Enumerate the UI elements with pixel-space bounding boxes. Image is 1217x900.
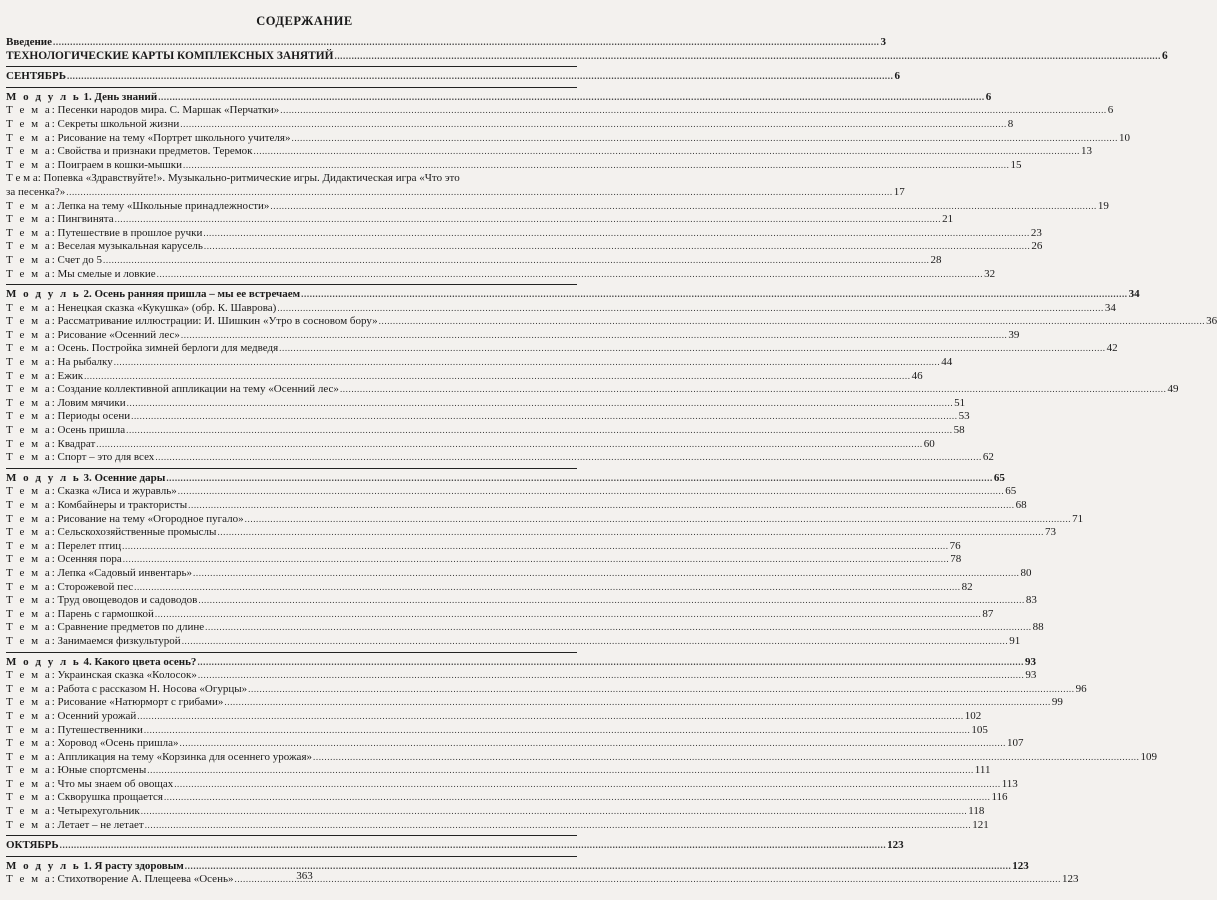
- toc-topic: Т е м а: Свойства и признаки предметов. Теремок ..... 13: [6, 145, 577, 159]
- table-of-contents: [6, 36, 1217, 887]
- divider: [6, 468, 577, 469]
- module-1-topics-cont: [6, 199, 1109, 282]
- toc-topic: Т е м а: Рисование «Натюрморт с грибами» ..... 99: [6, 696, 577, 710]
- toc-topic-long: Т е м а: Попевка «Здравствуйте!». Музыкально-ритмические игры. Дидактическая игра «Что это за песенка?» ..... 17: [6, 172, 577, 199]
- toc-topic: Т е м а: Занимаемся физкультурой ..... 91: [6, 635, 577, 649]
- toc-topic: Т е м а: Поиграем в кошки-мышки ..... 15: [6, 159, 577, 173]
- toc-topic: Т е м а: Комбайнеры и трактористы ..... 68: [6, 499, 577, 513]
- toc-topic: Т е м а: Рисование на тему «Портрет школьного учителя» ..... 10: [6, 132, 577, 146]
- module-4-topics: [6, 669, 1157, 832]
- toc-entry-intro: Введение ..... 3: [6, 36, 577, 50]
- toc-topic: Т е м а: Скворушка прощается ..... 116: [6, 791, 577, 805]
- toc-topic: Т е м а: Сравнение предметов по длине ..... 88: [6, 621, 577, 635]
- toc-topic: Т е м а: Создание коллективной аппликации на тему «Осенний лес» ..... 49: [6, 383, 577, 397]
- divider: [6, 652, 577, 653]
- toc-topic: Т е м а: Хоровод «Осень пришла» ..... 107: [6, 737, 577, 751]
- toc-entry-october: ОКТЯБРЬ ..... 123: [6, 839, 577, 853]
- toc-topic: Т е м а: Сторожевой пес ..... 82: [6, 581, 577, 595]
- toc-topic: Т е м а: Осенняя пора ..... 78: [6, 553, 577, 567]
- toc-topic: Т е м а: Лепка на тему «Школьные принадлежности» ..... 19: [6, 200, 577, 214]
- toc-entry-september: СЕНТЯБРЬ ..... 6: [6, 70, 577, 84]
- toc-topic: Т е м а: Ежик ..... 46: [6, 370, 577, 384]
- toc-topic: Т е м а: Мы смелые и ловкие ..... 32: [6, 268, 577, 282]
- module-1-topics: [6, 104, 1130, 172]
- toc-topic: Т е м а: Ненецкая сказка «Кукушка» (обр. К. Шаврова) ..... 34: [6, 302, 577, 316]
- module-heading-oct-1: М о д у л ь 1. Я расту здоровым ..... 123: [6, 860, 577, 874]
- toc-topic: Т е м а: Пингвинята ..... 21: [6, 213, 577, 227]
- module-heading-1: М о д у л ь 1. День знаний ..... 6: [6, 91, 577, 105]
- toc-topic: Т е м а: Четырехугольник ..... 118: [6, 805, 577, 819]
- toc-topic: Т е м а: Парень с гармошкой ..... 87: [6, 608, 577, 622]
- toc-topic: Т е м а: Квадрат ..... 60: [6, 438, 577, 452]
- toc-topic: Т е м а: Осенний урожай ..... 102: [6, 710, 577, 724]
- module-3-topics: [6, 485, 1084, 648]
- toc-topic: Т е м а: Секреты школьной жизни ..... 8: [6, 118, 577, 132]
- module-2-topics: [6, 301, 1217, 465]
- toc-topic: Т е м а: Украинская сказка «Колосок» ..... 93: [6, 669, 577, 683]
- toc-topic: Т е м а: Счет до 5 ..... 28: [6, 254, 577, 268]
- toc-topic: Т е м а: Рисование на тему «Огородное пугало» ..... 71: [6, 513, 577, 527]
- divider: [6, 856, 577, 857]
- toc-topic: Т е м а: Аппликация на тему «Корзинка для осеннего урожая» ..... 109: [6, 751, 577, 765]
- toc-topic: Т е м а: Спорт – это для всех ..... 62: [6, 451, 577, 465]
- toc-entry-tech-maps: ТЕХНОЛОГИЧЕСКИЕ КАРТЫ КОМПЛЕКСНЫХ ЗАНЯТИЙ ..... 6: [6, 50, 577, 64]
- toc-topic: Т е м а: Труд овощеводов и садоводов ..... 83: [6, 594, 577, 608]
- toc-topic: Т е м а: На рыбалку ..... 44: [6, 356, 577, 370]
- page-title: СОДЕРЖАНИЕ: [256, 14, 353, 28]
- toc-topic: Т е м а: Осень. Постройка зимней берлоги для медведя ..... 42: [6, 342, 577, 356]
- divider: [6, 87, 577, 88]
- toc-topic: Т е м а: Летает – не летает ..... 121: [6, 819, 577, 833]
- toc-topic: Т е м а: Перелет птиц ..... 76: [6, 540, 577, 554]
- toc-topic: Т е м а: Периоды осени ..... 53: [6, 410, 577, 424]
- toc-topic: Т е м а: Путешественники ..... 105: [6, 724, 577, 738]
- toc-topic: Т е м а: Стихотворение А. Плещеева «Осень» ..... 123: [6, 873, 577, 887]
- toc-topic: Т е м а: Рисование «Осенний лес» ..... 39: [6, 329, 577, 343]
- divider: [6, 835, 577, 836]
- toc-topic: Т е м а: Сельскохозяйственные промыслы ..... 73: [6, 526, 577, 540]
- divider: [6, 284, 577, 285]
- toc-topic: Т е м а: Юные спортсмены ..... 111: [6, 764, 577, 778]
- module-heading-2: М о д у л ь 2. Осень ранняя пришла – мы ее встречаем ..... 34: [6, 288, 577, 302]
- toc-topic: Т е м а: Работа с рассказом Н. Носова «Огурцы» ..... 96: [6, 683, 577, 697]
- toc-topic: Т е м а: Рассматривание иллюстрации: И. Шишкин «Утро в сосновом бору» ..... 36: [6, 315, 577, 329]
- toc-topic: Т е м а: Осень пришла ..... 58: [6, 424, 577, 438]
- module-heading-3: М о д у л ь 3. Осенние дары ..... 65: [6, 472, 577, 486]
- toc-topic: Т е м а: Что мы знаем об овощах ..... 113: [6, 778, 577, 792]
- module-heading-4: М о д у л ь 4. Какого цвета осень? ..... 93: [6, 656, 577, 670]
- page-number: 363: [296, 870, 313, 882]
- toc-topic: Т е м а: Сказка «Лиса и журавль» ..... 65: [6, 485, 577, 499]
- toc-topic: Т е м а: Путешествие в прошлое ручки ..... 23: [6, 227, 577, 241]
- toc-topic: Т е м а: Ловим мячики ..... 51: [6, 397, 577, 411]
- toc-topic: Т е м а: Песенки народов мира. С. Маршак «Перчатки» ..... 6: [6, 104, 577, 118]
- toc-topic: Т е м а: Лепка «Садовый инвентарь» ..... 80: [6, 567, 577, 581]
- divider: [6, 66, 577, 67]
- toc-topic: Т е м а: Веселая музыкальная карусель ..... 26: [6, 240, 577, 254]
